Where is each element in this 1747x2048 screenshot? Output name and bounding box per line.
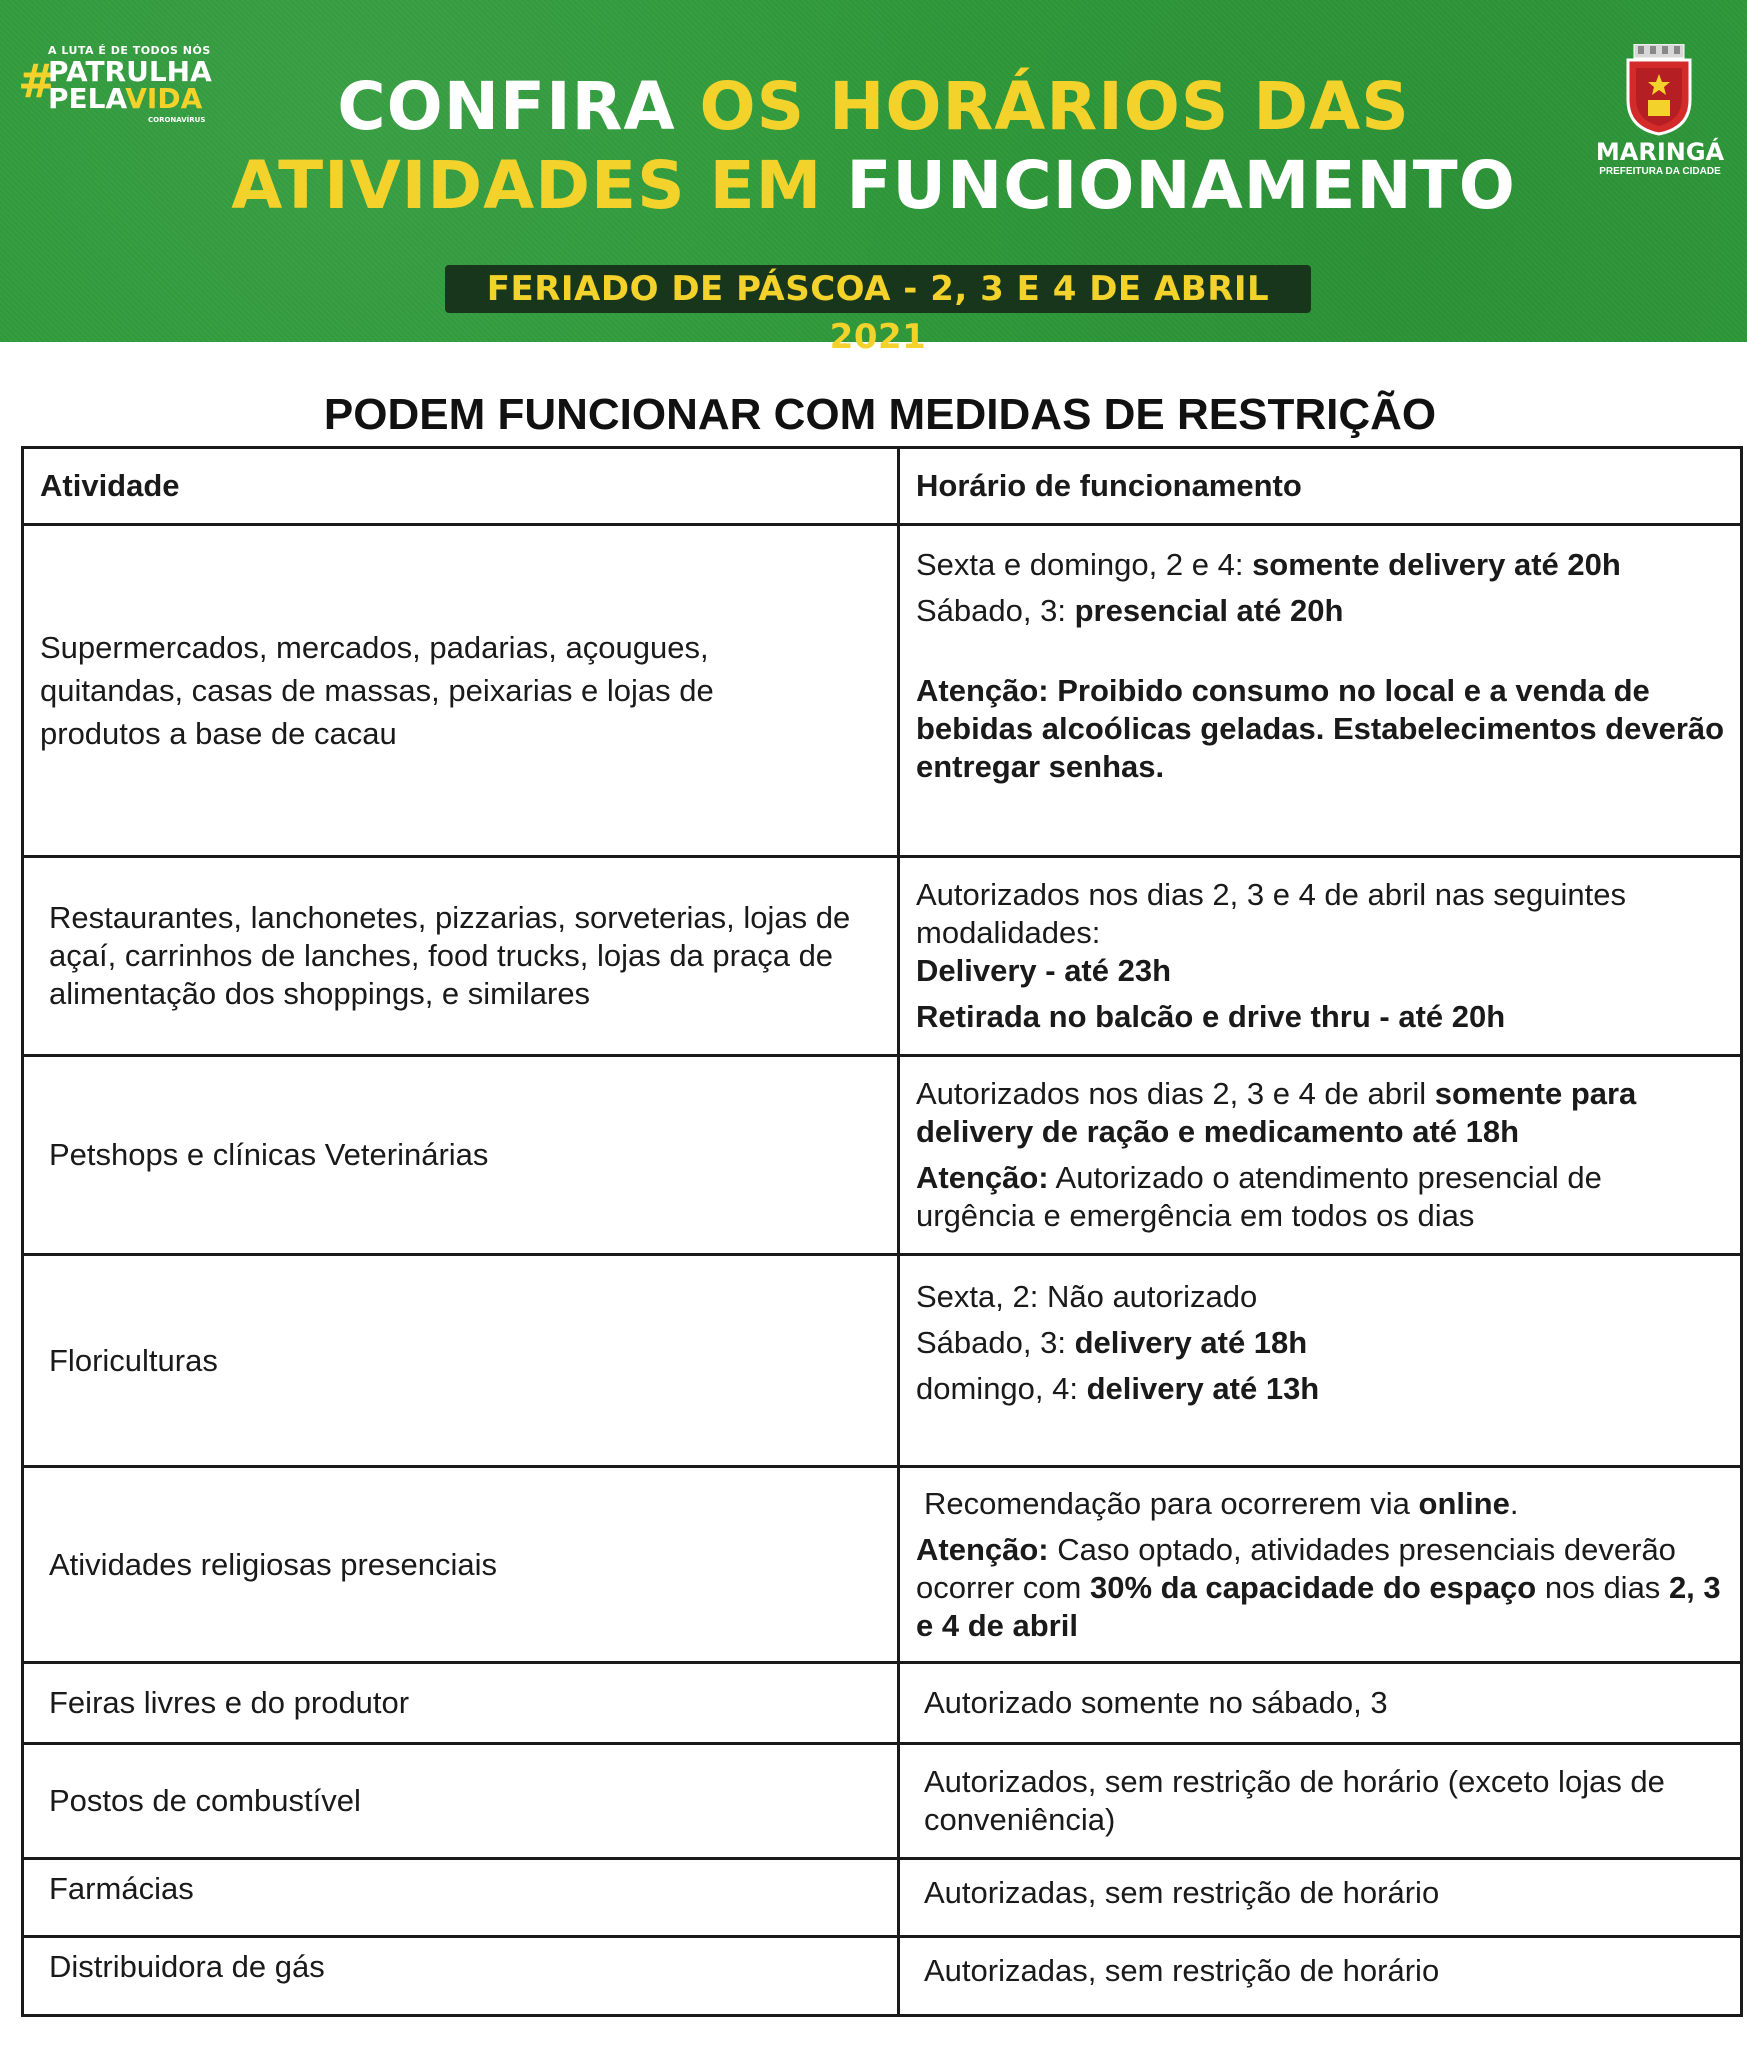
hours-text-bold: 30% da capacidade do espaço <box>1089 1569 1537 1605</box>
section-heading: PODEM FUNCIONAR COM MEDIDAS DE RESTRIÇÃO <box>323 390 1437 439</box>
city-subtitle: PREFEITURA DA CIDADE <box>1599 166 1721 177</box>
city-name: MARINGÁ <box>1595 138 1725 166</box>
title-part-3: ATIVIDADES EM <box>231 147 847 224</box>
hours-line-bold: Delivery - até 23h <box>916 953 1172 988</box>
table-header-row <box>23 448 1742 525</box>
hours-line: Autorizadas, sem restrição de horário <box>924 1875 1440 1910</box>
hours-text: Autorizados nos dias 2, 3 e 4 de abril <box>916 1076 1435 1111</box>
activity-cell <box>23 857 899 1056</box>
activity-cell <box>23 1056 899 1255</box>
activity-cell <box>23 525 899 857</box>
hours-text: domingo, 4: <box>916 1371 1087 1406</box>
hours-text: nos dias <box>1536 1569 1669 1605</box>
maringa-crest-icon <box>1620 44 1698 136</box>
hours-cell <box>899 1859 1742 1937</box>
hours-line <box>916 1324 1726 1362</box>
hours-text-bold: somente delivery até 20h <box>1252 547 1621 582</box>
activity-cell <box>23 1937 899 2016</box>
table-row <box>23 1255 1742 1467</box>
column-header-activity: Atividade <box>23 448 899 525</box>
hours-cell <box>899 1255 1742 1467</box>
column-header-hours: Horário de funcionamento <box>899 448 1742 525</box>
hours-line: Autorizadas, sem restrição de horário <box>924 1953 1440 1988</box>
hours-cell <box>899 857 1742 1056</box>
logo-sub: CORONAVÍRUS <box>148 116 206 124</box>
hours-text: Sábado, 3: <box>916 1325 1075 1360</box>
hours-line: Autorizados nos dias 2, 3 e 4 de abril nas seguintes modalidades: <box>916 877 1627 950</box>
hours-cell <box>899 1744 1742 1859</box>
activity-cell <box>23 1663 899 1744</box>
activity-text: Floriculturas <box>49 1342 218 1378</box>
banner-title-line-2 <box>0 147 1747 224</box>
hours-text-bold: delivery até 13h <box>1086 1371 1320 1406</box>
title-part-1: CONFIRA <box>337 68 700 145</box>
title-part-4: FUNCIONAMENTO <box>846 147 1516 224</box>
activity-text: Farmácias <box>49 1871 194 1906</box>
hours-cell <box>899 525 1742 857</box>
hours-text-bold: 2, 3 e 4 de abril <box>916 1569 1721 1643</box>
attention-label: Atenção: <box>916 1531 1049 1567</box>
hours-text: Caso optado, atividades presenciais deverão ocorrer com <box>916 1531 1676 1605</box>
hours-text: Autorizado o atendimento presencial de urgência e emergência em todos os dias <box>916 1160 1602 1233</box>
header-banner <box>0 0 1747 357</box>
hours-cell <box>899 1056 1742 1255</box>
hours-text: Sexta e domingo, 2 e 4: <box>916 547 1253 582</box>
hours-line-bold: Retirada no balcão e drive thru - até 20h <box>916 999 1506 1034</box>
attention-label: Atenção: <box>916 1160 1049 1195</box>
activity-text: Petshops e clínicas Veterinárias <box>49 1137 489 1172</box>
table-row <box>23 1744 1742 1859</box>
hours-cell <box>899 1937 1742 2016</box>
activity-cell <box>23 1467 899 1663</box>
hours-text: Recomendação para ocorrerem via <box>924 1485 1419 1521</box>
hours-line: Sexta, 2: Não autorizado <box>916 1279 1258 1314</box>
activity-text: Distribuidora de gás <box>49 1949 325 1984</box>
activity-cell <box>23 1255 899 1467</box>
hours-line <box>916 1075 1726 1151</box>
table-row <box>23 1663 1742 1744</box>
table-row <box>23 1937 1742 2016</box>
table-row <box>23 1467 1742 1663</box>
hours-line: Autorizado somente no sábado, 3 <box>924 1685 1388 1720</box>
hours-text: . <box>1509 1485 1519 1521</box>
hours-text-bold: somente para delivery de ração e medicamento até 18h <box>916 1076 1637 1149</box>
activity-text: Feiras livres e do produtor <box>49 1685 410 1720</box>
hours-line <box>916 1531 1726 1645</box>
hours-text-bold: presencial até 20h <box>1074 593 1344 628</box>
logo-line-1: PATRULHA <box>48 55 212 88</box>
hours-cell <box>899 1467 1742 1663</box>
activity-cell <box>23 1859 899 1937</box>
logo-line-2b: VIDA <box>125 82 203 115</box>
activity-text: Supermercados, mercados, padarias, açougues, quitandas, casas de massas, peixarias e lojas de produtos a base de cacau <box>40 630 714 751</box>
table-row <box>23 525 1742 857</box>
logo-hash: # <box>18 54 57 108</box>
attention-note: Atenção: Proibido consumo no local e a venda de bebidas alcoólicas geladas. Estabelecimentos deverão entregar senhas. <box>916 673 1725 784</box>
title-part-2: OS HORÁRIOS DAS <box>699 68 1410 145</box>
banner-title-line-1 <box>0 68 1747 145</box>
table-row <box>23 1859 1742 1937</box>
logo-tagline: A LUTA É DE TODOS NÓS <box>48 44 211 57</box>
schedule-table <box>21 446 1743 2017</box>
hours-line <box>916 1159 1726 1235</box>
activity-text: Postos de combustível <box>49 1783 361 1818</box>
hours-line <box>916 1485 1726 1523</box>
logo-line-2a: PELA <box>48 82 126 115</box>
hours-text: Sábado, 3: <box>916 593 1075 628</box>
hours-cell <box>899 1663 1742 1744</box>
activity-text: Atividades religiosas presenciais <box>49 1546 498 1582</box>
hours-text-bold: online <box>1418 1485 1510 1521</box>
hours-line <box>916 1370 1726 1408</box>
table-row <box>23 1056 1742 1255</box>
table-row <box>23 857 1742 1056</box>
hours-line <box>916 546 1726 584</box>
activity-cell <box>23 1744 899 1859</box>
hours-text-bold: delivery até 18h <box>1074 1325 1308 1360</box>
activity-text: Restaurantes, lanchonetes, pizzarias, sorveterias, lojas de açaí, carrinhos de lanches, food trucks, lojas da praça de alimentação dos shoppings, e similares <box>49 900 851 1011</box>
hours-line: Autorizados, sem restrição de horário (exceto lojas de conveniência) <box>924 1764 1665 1837</box>
holiday-date-pill: FERIADO DE PÁSCOA - 2, 3 E 4 DE ABRIL 2021 <box>445 265 1311 313</box>
hours-line <box>916 592 1726 630</box>
